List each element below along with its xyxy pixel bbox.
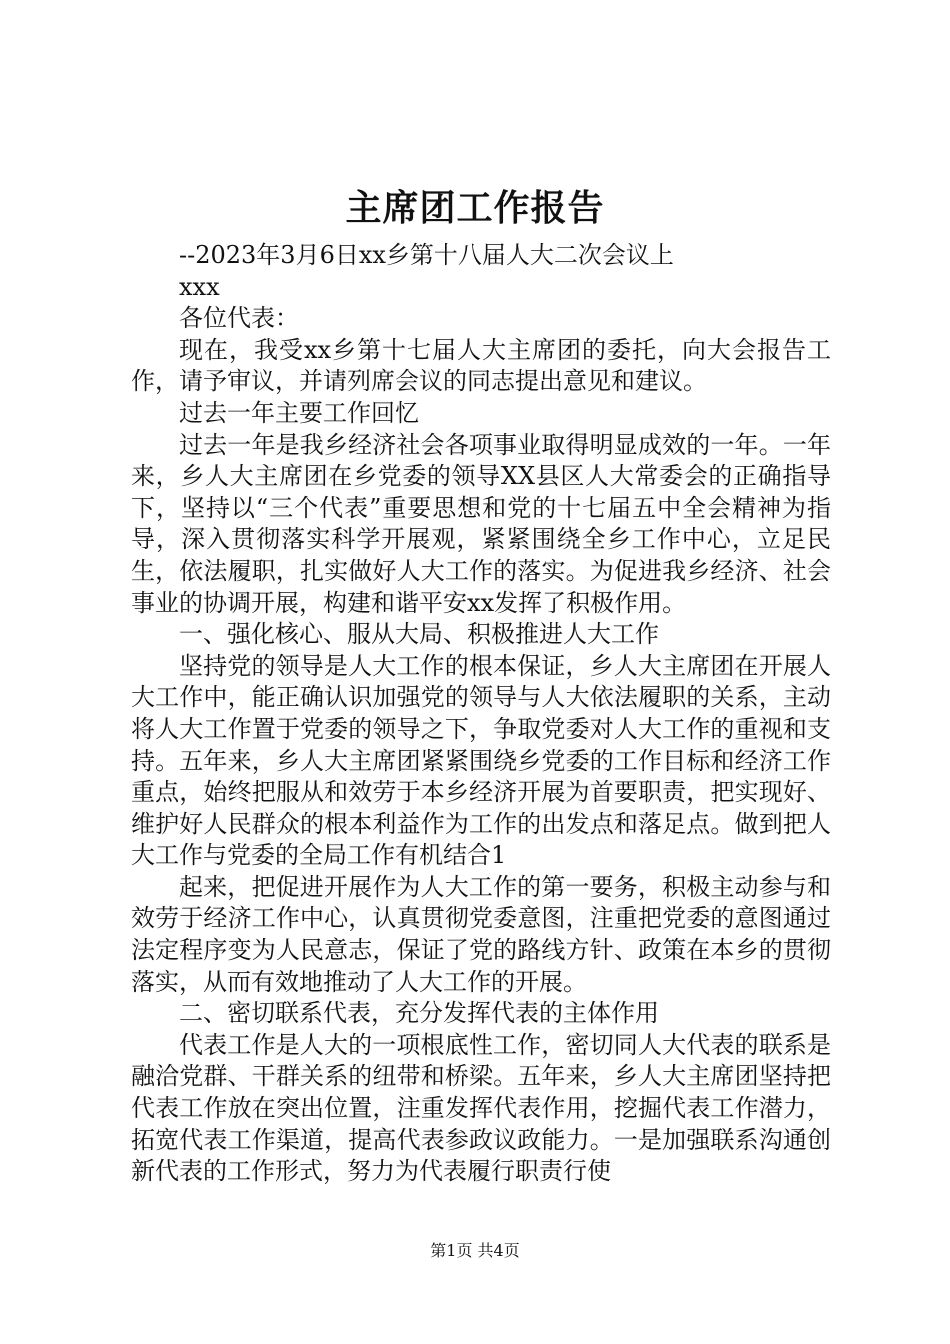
section-1-continuation: 起来，把促进开展作为人大工作的第一要务，积极主动参与和效劳于经济工作中心，认真贯彻党委意图，注重把党委的意图通过法定程序变为人民意志，保证了党的路线方针、政策在本乡的贯彻落实，从而有效地推动了人大工作的开展。 xyxy=(131,872,831,996)
section-heading-1: 一、强化核心、服从大局、积极推进人大工作 xyxy=(179,620,659,649)
document-body xyxy=(131,240,831,1188)
meeting-subtitle: --2023年3月6日xx乡第十八届人大二次会议上 xyxy=(179,241,674,269)
review-paragraph: 过去一年是我乡经济社会各项事业取得明显成效的一年。一年来，乡人大主席团在乡党委的领导XX县区人大常委会的正确指导下，坚持以“三个代表”重要思想和党的十七届五中全会精神为指导，深入贯彻落实科学开展观，紧紧围绕全乡工作中心，立足民生，依法履职，扎实做好人大工作的落实。为促进我乡经济、社会事业的协调开展，构建和谐平安xx发挥了积极作用。 xyxy=(131,430,831,617)
section-1-paragraph: 坚持党的领导是人大工作的根本保证，乡人大主席团在开展人大工作中，能正确认识加强党的领导与人大依法履职的关系，主动将人大工作置于党委的领导之下，争取党委对人大工作的重视和支持。五年来，乡人大主席团紧紧围绕乡党委的工作目标和经济工作重点，始终把服从和效劳于本乡经济开展为首要职责，把实现好、维护好人民群众的根本利益作为工作的出发点和落足点。做到把人大工作与党委的全局工作有机结合1 xyxy=(131,651,831,870)
page-number-footer: 第1页 共4页 xyxy=(430,1241,520,1260)
section-2-paragraph: 代表工作是人大的一项根底性工作，密切同人大代表的联系是融洽党群、干群关系的纽带和桥梁。五年来，乡人大主席团坚持把代表工作放在突出位置，注重发挥代表作用，挖掘代表工作潜力，拓宽代表工作渠道，提高代表参政议政能力。一是加强联系沟通创新代表的工作形式，努力为代表履行职责行使 xyxy=(131,1030,831,1186)
document-title: 主席团工作报告 xyxy=(345,187,605,229)
intro-paragraph: 现在，我受xx乡第十七届人大主席团的委托，向大会报告工作，请予审议，并请列席会议的同志提出意见和建议。 xyxy=(131,335,831,396)
section-heading-2: 二、密切联系代表，充分发挥代表的主体作用 xyxy=(179,999,659,1028)
section-heading-review: 过去一年主要工作回忆 xyxy=(179,398,419,427)
speaker-name: xxx xyxy=(179,272,220,301)
salutation: 各位代表： xyxy=(179,304,299,333)
